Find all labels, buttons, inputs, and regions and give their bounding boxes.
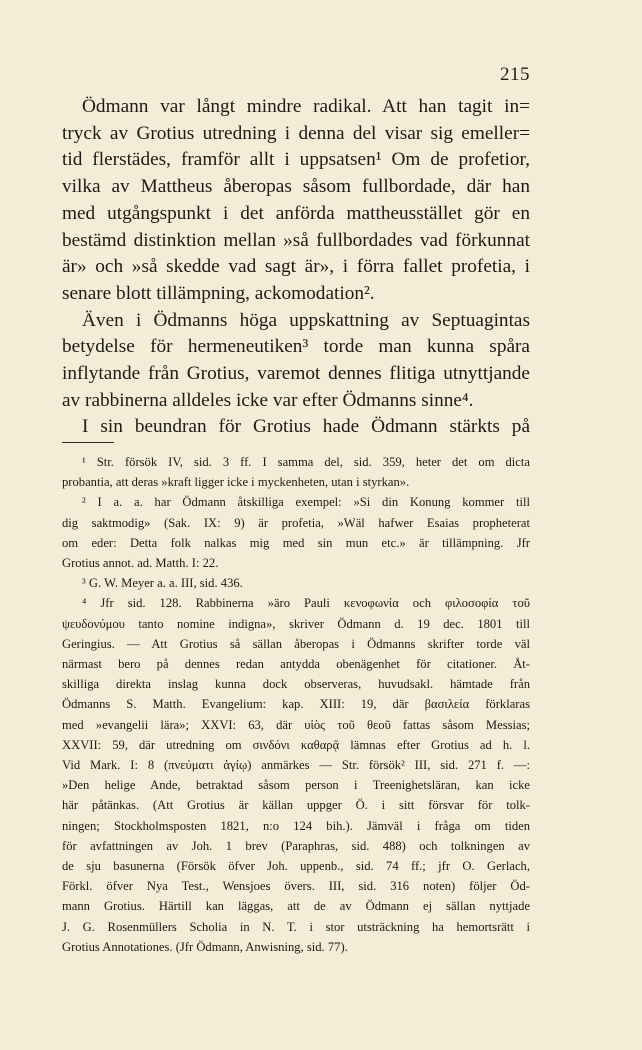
page-number: 215 — [500, 64, 530, 85]
footnote-line: här påtänkas. (Att Grotius är källan uppger Ö. i sitt försvar för tolk- — [62, 798, 530, 813]
body-line: av rabbinerna alldeles icke var efter Ödmanns sinne⁴. — [62, 389, 474, 411]
footnote-line: Grotius annot. ad. Matth. I: 22. — [62, 556, 219, 571]
body-line: Ödmann var långt mindre radikal. Att han tagit in= — [82, 96, 530, 117]
footnote-line: ⁴ Jfr sid. 128. Rabbinerna »äro Pauli κενοφωνία och φιλοσοφία τοῦ — [82, 596, 530, 611]
footnote-line: Geringius. — Att Grotius så sällan åberopas i Ödmanns skrifter torde väl — [62, 636, 530, 651]
footnote-line: för avfattningen av Joh. 1 brev (Paraphras, sid. 488) och tolkningen av — [62, 838, 530, 853]
footnote-line: mann Grotius. Härtill kan läggas, att de av Ödmann ej sällan nyttjade — [62, 899, 530, 914]
body-line: I sin beundran för Grotius hade Ödmann stärkts på — [82, 416, 530, 438]
footnote-line: närmast bero på dennes redan antydda obenägenhet för citationer. Åt- — [62, 657, 530, 672]
footnote-line: skilliga direkta inslag kunna dock observeras, huvudsakl. hämtade från — [62, 677, 530, 692]
body-line: betydelse för hermeneutiken³ torde man kunna spåra — [62, 336, 530, 358]
footnote-line: »Den helige Ande, betraktad såsom person i Treenighetsläran, kan icke — [62, 778, 530, 793]
body-line: är» och »så skedde vad sagt är», i förra fallet profetia, i — [62, 256, 530, 278]
body-line: Även i Ödmanns höga uppskattning av Septuagintas — [82, 309, 530, 331]
footnote-line: ¹ Str. försök IV, sid. 3 ff. I samma del, sid. 359, heter det om dicta — [82, 455, 530, 469]
footnote-line: dig saktmodig» (Sak. IX: 9) är profetia, »Wäl hafwer Esaias propheterat — [62, 515, 530, 530]
footnote-line: de sju basunerna (Försök öfver Joh. uppenb., sid. 74 ff.; jfr O. Gerlach, — [62, 859, 530, 874]
footnote-line: ² I a. a. har Ödmann åtskilliga exempel: »Si din Konung kommer till — [82, 495, 530, 510]
footnote-line: XXVII: 59, där utredning om σινδόνι καθαρᾷ lämnas efter Grotius ad h. l. — [62, 737, 530, 752]
footnote-line: Förkl. öfver Nya Test., Wensjoes övers. III, sid. 316 noten) följer Öd- — [62, 879, 530, 894]
body-line: med utgångspunkt i det anförda mattheusstället gör en — [62, 202, 530, 224]
footnote-line: ψευδονύμου tanto nomine indigna», skriver Ödmann d. 19 dec. 1801 till — [62, 616, 530, 631]
footnote-line: J. G. Rosenmüllers Scholia in N. T. i stor utsträckning ha hemortsrätt i — [62, 919, 530, 934]
footnote-line: med »evangelii lära»; XXVI: 63, där υἱὸς τοῦ θεοῦ fattas såsom Messias; — [62, 717, 530, 732]
footnote-line: ningen; Stockholmsposten 1821, n:o 124 bih.). Jämväl i fråga om tiden — [62, 818, 530, 833]
body-line: bestämd distinktion mellan »så fullbordades vad förkunnat — [62, 229, 530, 251]
body-line: inflytande från Grotius, varemot dennes flitiga utnyttjande — [62, 363, 530, 385]
footnotes — [62, 452, 530, 957]
footnote-line: Grotius Annotationes. (Jfr Ödmann, Anwisning, sid. 77). — [62, 939, 348, 954]
body-line: senare blott tillämpning, ackomodation². — [62, 282, 375, 304]
footnote-line: probantia, att deras »kraft ligger icke i myckenheten, utan i styrkan». — [62, 475, 410, 490]
footnote-line: Ödmanns S. Matth. Evangelium: kap. XIII: 19, där βασιλεία förklaras — [62, 697, 530, 712]
footnote-rule — [62, 442, 114, 443]
body-line: tryck av Grotius utredning i denna del visar sig emeller= — [62, 122, 530, 144]
footnote-line: ³ G. W. Meyer a. a. III, sid. 436. — [82, 576, 243, 591]
footnote-line: Vid Mark. I: 8 (πνεύματι ἁγίῳ) anmärkes — Str. försök² III, sid. 271 f. —: — [62, 758, 530, 773]
main-text — [62, 94, 530, 441]
footnote-line: om eder: Detta folk nalkas mig med sin mun etc.» är tillämpning. Jfr — [62, 535, 530, 550]
body-line: vilka av Mattheus åberopas såsom fullbordade, där han — [62, 176, 530, 198]
body-line: tid flerstädes, framför allt i uppsatsen¹ Om de profetior, — [62, 149, 530, 171]
